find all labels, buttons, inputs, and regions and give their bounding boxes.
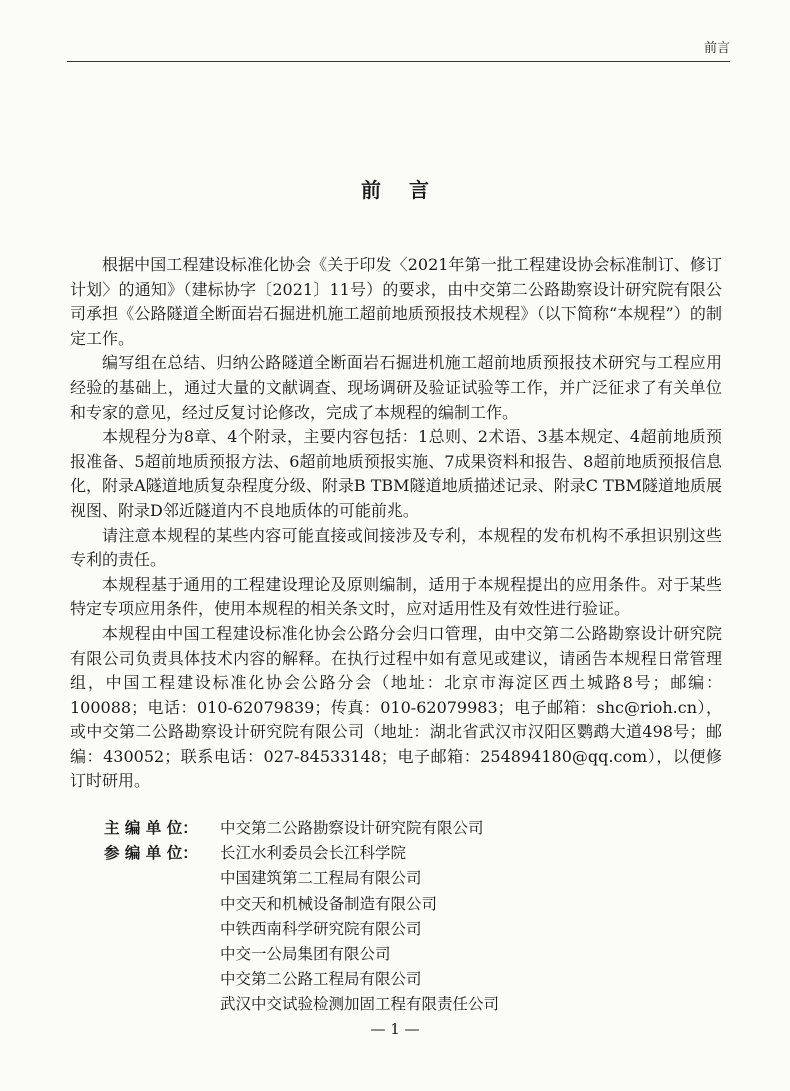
- participant-units-row: [104, 841, 499, 1017]
- paragraph: 本规程基于通用的工程建设理论及原则编制，适用于本规程提出的应用条件。对于某些特定专项应用条件，使用本规程的相关条文时，应对适用性及有效性进行验证。: [70, 574, 722, 619]
- participant-unit: 长江水利委员会长江科学院: [220, 844, 407, 863]
- paragraph: 请注意本规程的某些内容可能直接或间接涉及专利，本规程的发布机构不承担识别这些专利的责任。: [70, 525, 722, 570]
- participant-unit: 中国建筑第二工程局有限公司: [220, 869, 422, 888]
- paragraph: 根据中国工程建设标准化协会《关于印发〈2021年第一批工程建设协会标准制订、修订计划〉的通知》（建标协字〔2021〕11号）的要求，由中交第二公路勘察设计研究院有限公司承担《公路隧道全断面岩石掘进机施工超前地质预报技术规程》（以下简称“本规程”）的制定工作。: [70, 255, 722, 348]
- participant-unit: 中交第二公路工程局有限公司: [220, 970, 422, 989]
- paragraph: 编写组在总结、归纳公路隧道全断面岩石掘进机施工超前地质预报技术研究与工程应用经验的基础上，通过大量的文献调查、现场调研及验证试验等工作，并广泛征求了有关单位和专家的意见，经过反复讨论修改，完成了本规程的编制工作。: [70, 353, 722, 422]
- header-rule: [67, 61, 730, 62]
- participant-unit-label: 参 编 单 位：: [104, 844, 198, 863]
- chief-unit-label: 主 编 单 位：: [104, 819, 198, 837]
- page-title: 前言: [361, 178, 457, 202]
- participant-unit: 中交天和机械设备制造有限公司: [220, 894, 438, 913]
- page-number: — 1 —: [370, 1020, 420, 1038]
- compiling-units: [104, 816, 499, 1018]
- paragraph: 本规程由中国工程建设标准化协会公路分会归口管理，由中交第二公路勘察设计研究院有限公司负责具体技术内容的解释。在执行过程中如有意见或建议，请函告本规程日常管理组，中国工程建设标准化协会公路分会（地址：北京市海淀区西土城路8号；邮编：100088；电话：010-62079839；传真：010-62079983；电子邮箱：shc@rioh.cn），或中交第二公路勘察设计研究院有限公司（地址：湖北省武汉市汉阳区鹦鹉大道498号；邮编：430052；联系电话：027-84533148；电子邮箱：254894180@qq.com），以便修订时研用。: [70, 623, 722, 791]
- running-header: 前言: [703, 41, 730, 56]
- chief-unit-row: [104, 816, 499, 841]
- participant-unit: 中交一公局集团有限公司: [220, 945, 391, 964]
- chief-unit: 中交第二公路勘察设计研究院有限公司: [220, 819, 484, 837]
- participant-unit: 中铁西南科学研究院有限公司: [220, 919, 422, 938]
- participant-unit: 武汉中交试验检测加固工程有限责任公司: [220, 995, 500, 1014]
- preface-body: [70, 253, 722, 794]
- paragraph: 本规程分为8章、4个附录，主要内容包括：1总则、2术语、3基本规定、4超前地质预报准备、5超前地质预报方法、6超前地质预报实施、7成果资料和报告、8超前地质预报信息化，附录A隧道地质复杂程度分级、附录B TBM隧道地质描述记录、附录C TBM隧道地质展视图、附录D邻近隧道内不良地质体的可能前兆。: [70, 427, 722, 520]
